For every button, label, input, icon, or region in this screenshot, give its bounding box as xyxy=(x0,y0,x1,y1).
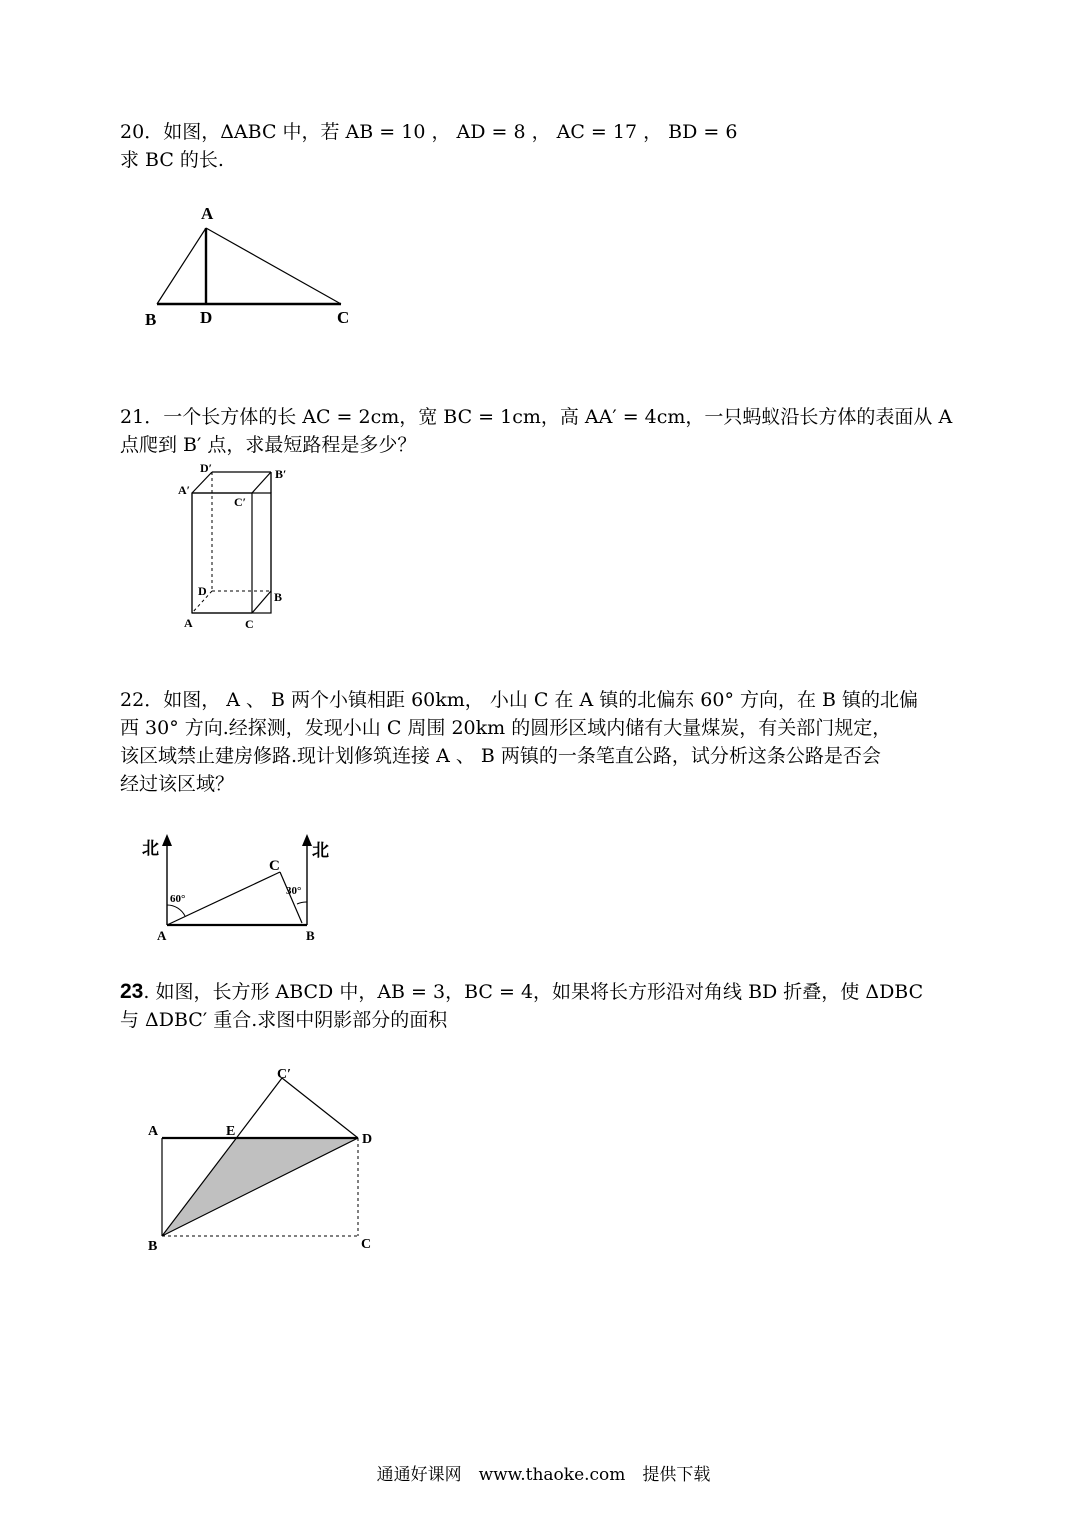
question-21-text-1: ．一个长方体的长 AC = 2cm，宽 BC = 1cm，高 AA′ = 4cm，一只蚂蚁沿长方体的表面从 A xyxy=(144,406,953,428)
figure-22-label-north-left: 北 xyxy=(142,839,159,858)
figure-22-label-B: B xyxy=(306,928,315,943)
figure-23-label-C: C xyxy=(361,1237,372,1252)
question-23 xyxy=(120,978,980,1034)
figure-21-label-B-bot: B xyxy=(274,590,283,604)
figure-23-label-D: D xyxy=(362,1132,373,1147)
figure-21-label-C-bot: C xyxy=(245,617,254,631)
question-23-text-1: . 如图，长方形 ABCD 中，AB = 3，BC = 4，如果将长方形沿对角线 BD 折叠，使 ΔDBC xyxy=(143,981,924,1003)
figure-23-label-B: B xyxy=(148,1239,158,1254)
footer-text: 通通好课网 www.thaoke.com 提供下载 xyxy=(376,1465,711,1485)
question-20-number: 20 xyxy=(120,121,145,143)
north-arrow-right-icon xyxy=(302,834,312,846)
question-22-line-3: 该区域禁止建房修路.现计划修筑连接 A 、 B 两镇的一条笔直公路，试分析这条公路是否会 xyxy=(120,745,881,767)
question-22-number: 22 xyxy=(120,689,145,711)
question-23-number: 23 xyxy=(120,980,144,1003)
figure-23-label-E: E xyxy=(226,1124,236,1139)
figure-22-bearing xyxy=(140,832,360,952)
figure-23-folded-rectangle xyxy=(140,1060,400,1260)
figure-22-label-A: A xyxy=(157,928,167,943)
question-22-text-1: ．如图， A 、 B 两个小镇相距 60km， 小山 C 在 A 镇的北偏东 60° 方向，在 B 镇的北偏 xyxy=(144,689,919,711)
question-20-text-1: ．如图，ΔABC 中，若 AB = 10 ， AD = 8 ， AC = 17 ， BD = 6 xyxy=(144,121,738,143)
figure-20-label-C: C xyxy=(337,308,350,327)
question-20-line-1 xyxy=(120,118,980,146)
question-21-number: 21 xyxy=(120,406,145,428)
figure-22-label-north-right: 北 xyxy=(312,841,329,860)
question-22 xyxy=(120,686,980,798)
question-23-line-1 xyxy=(120,978,980,1006)
question-21-line-1 xyxy=(120,403,980,431)
figure-23-label-C-prime: C′ xyxy=(277,1067,292,1082)
figure-21-cuboid xyxy=(170,460,330,640)
figure-21-label-D-top: D′ xyxy=(200,461,213,475)
figure-20-label-A: A xyxy=(201,204,214,223)
question-22-line-2: 西 30° 方向.经探测，发现小山 C 周围 20km 的圆形区域内储有大量煤炭，有关部门规定， xyxy=(120,717,892,739)
question-22-line-4: 经过该区域？ xyxy=(120,773,235,795)
question-20-line-2: 求 BC 的长. xyxy=(120,149,224,171)
north-arrow-left-icon xyxy=(162,834,172,846)
figure-22-label-angle-B: 30° xyxy=(286,885,302,897)
question-21-line-2: 点爬到 B′ 点，求最短路程是多少？ xyxy=(120,434,417,456)
figure-22-label-C: C xyxy=(269,858,280,874)
figure-21-label-A-top: A′ xyxy=(178,483,191,497)
figure-21-label-C-top: C′ xyxy=(234,495,247,509)
figure-20-triangle xyxy=(130,195,390,335)
figure-23-label-A: A xyxy=(148,1124,159,1139)
question-22-line-1 xyxy=(120,686,980,714)
figure-22-label-angle-A: 60° xyxy=(170,893,186,905)
figure-20-label-D: D xyxy=(200,308,213,327)
figure-21-label-D-bot: D xyxy=(198,584,207,598)
question-21 xyxy=(120,403,980,459)
question-23-line-2: 与 ΔDBC′ 重合.求图中阴影部分的面积 xyxy=(120,1009,448,1031)
figure-20-label-B: B xyxy=(145,310,157,329)
question-20 xyxy=(120,118,980,174)
figure-21-label-B-top: B′ xyxy=(275,467,287,481)
figure-21-label-A-bot: A xyxy=(184,616,193,630)
